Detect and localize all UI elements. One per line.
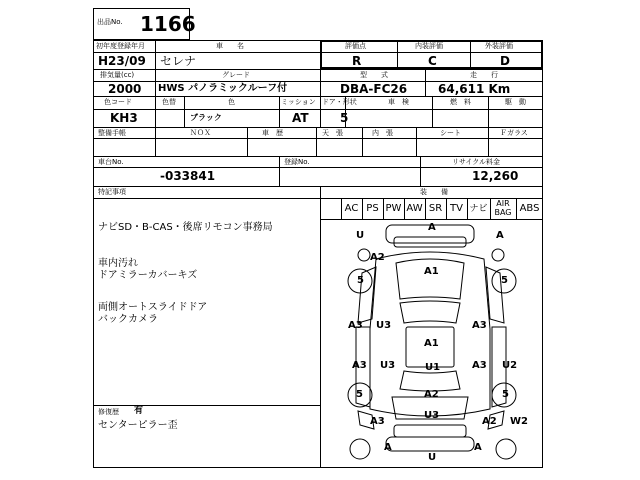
equip-aw: AW bbox=[406, 203, 423, 214]
damage-mark: A1 bbox=[424, 338, 439, 349]
year-value: H23/09 bbox=[98, 54, 146, 68]
note-line: 両側オートスライドドア bbox=[98, 302, 208, 313]
history-label: 車 歴 bbox=[262, 129, 283, 137]
damage-mark: A3 bbox=[370, 416, 385, 427]
equip-ac: AC bbox=[344, 203, 359, 214]
mission-value: AT bbox=[292, 111, 309, 125]
nox-label: ＮＯＸ bbox=[190, 129, 211, 137]
repair-value: 有 bbox=[134, 406, 144, 416]
damage-mark: U bbox=[356, 230, 365, 241]
damage-mark: U3 bbox=[376, 320, 392, 331]
mission-label: ミッション bbox=[281, 98, 316, 106]
damage-mark: A1 bbox=[424, 266, 439, 277]
notes-label: 特記事項 bbox=[98, 188, 126, 196]
color-code-label: 色コード bbox=[104, 98, 132, 106]
lot-label: 出品No. bbox=[97, 18, 123, 26]
equip-tv: TV bbox=[450, 203, 463, 214]
damage-mark: A bbox=[428, 222, 436, 233]
cc-value: 2000 bbox=[108, 82, 142, 96]
repair-label: 修復歴 bbox=[98, 408, 119, 416]
damage-mark: A3 bbox=[472, 320, 487, 331]
equip-ps: PS bbox=[366, 203, 379, 214]
note-line: 車内汚れ bbox=[98, 258, 138, 269]
chassis-value: -033841 bbox=[160, 169, 216, 183]
damage-mark: A3 bbox=[472, 360, 487, 371]
interior-score-value: C bbox=[428, 54, 437, 68]
type-value: DBA-FC26 bbox=[340, 82, 408, 96]
lot-number: 1166 bbox=[140, 12, 196, 36]
damage-mark: 5 bbox=[502, 389, 509, 400]
damage-mark: A2 bbox=[370, 252, 385, 263]
damage-mark: 5 bbox=[356, 389, 363, 400]
color-code-value: KH3 bbox=[110, 111, 138, 125]
equip-sr: SR bbox=[428, 203, 443, 214]
glass-label: Ｆガラス bbox=[500, 129, 528, 137]
mileage-label: 走 行 bbox=[470, 71, 498, 79]
note-line: ドアミラーカバーキズ bbox=[98, 270, 198, 281]
roof-label: 天 張 bbox=[322, 129, 343, 137]
model-value: セレナ bbox=[160, 54, 197, 68]
recycle-label: リサイクル料金 bbox=[452, 158, 501, 166]
damage-mark: 5 bbox=[357, 275, 364, 286]
interior-trim-label: 内 張 bbox=[372, 129, 393, 137]
equip-abs: ABS bbox=[519, 203, 540, 214]
damage-mark: A bbox=[474, 442, 482, 453]
damage-mark: W2 bbox=[510, 416, 528, 427]
interior-score-label: 内装評価 bbox=[415, 42, 443, 50]
damage-mark: A3 bbox=[352, 360, 367, 371]
equipment-label: 装 備 bbox=[420, 188, 448, 196]
damage-mark: U3 bbox=[380, 360, 396, 371]
mileage-value: 64,611 Km bbox=[438, 82, 511, 96]
registration-label: 登録No. bbox=[284, 158, 310, 166]
score-value: R bbox=[352, 54, 362, 68]
damage-mark: U1 bbox=[425, 362, 441, 373]
damage-mark: A2 bbox=[482, 416, 497, 427]
damage-mark: A3 bbox=[348, 320, 363, 331]
color-value: ブラック bbox=[190, 113, 222, 122]
sheet-label: シート bbox=[440, 129, 461, 137]
equip-pw: PW bbox=[385, 203, 402, 214]
doors-label: ドア・形状 bbox=[322, 98, 357, 106]
damage-mark: A bbox=[384, 442, 392, 453]
color-label: 色 bbox=[228, 98, 235, 106]
drive-label: 駆 動 bbox=[505, 98, 526, 106]
repair-note: センターピラー歪 bbox=[98, 420, 178, 431]
fuel-label: 燃 料 bbox=[450, 98, 471, 106]
year-label: 初年度登録年月 bbox=[96, 42, 145, 50]
type-label: 型 式 bbox=[360, 71, 388, 79]
cc-label: 排気量(cc) bbox=[100, 71, 135, 79]
note-line: バックカメラ bbox=[98, 314, 158, 325]
chassis-label: 車台No. bbox=[98, 158, 124, 166]
damage-mark: 5 bbox=[501, 275, 508, 286]
model-label: 車 名 bbox=[216, 42, 244, 50]
equip-airbag: AIR BAG bbox=[494, 199, 512, 217]
note-line: ナビSD・B-CAS・後席リモコン事務局 bbox=[98, 222, 273, 233]
inspection-label: 車 検 bbox=[388, 98, 409, 106]
exterior-score-label: 外装評価 bbox=[485, 42, 513, 50]
score-label: 評価点 bbox=[345, 42, 366, 50]
damage-mark: A2 bbox=[424, 389, 439, 400]
recycle-value: 12,260 bbox=[472, 169, 519, 183]
grade-value: HWS パノラミックルーフ付 bbox=[158, 83, 288, 94]
damage-mark: U2 bbox=[502, 360, 518, 371]
color-change-label: 色替 bbox=[162, 98, 176, 106]
exterior-score-value: D bbox=[500, 54, 510, 68]
grade-label: グレード bbox=[222, 71, 250, 79]
manual-label: 整備手帳 bbox=[98, 129, 126, 137]
equip-navi: ナビ bbox=[469, 204, 488, 214]
damage-mark: U3 bbox=[424, 410, 440, 421]
damage-mark: U bbox=[428, 452, 437, 463]
doors-value: 5 bbox=[340, 111, 349, 125]
damage-mark: A bbox=[496, 230, 504, 241]
